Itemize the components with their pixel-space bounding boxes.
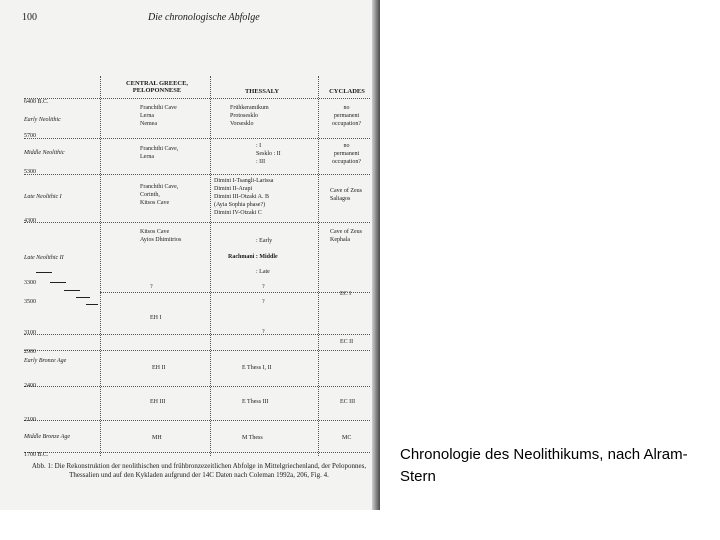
stepped-boundary-line (36, 272, 52, 273)
cyclades-ec3: EC III (340, 399, 356, 405)
timeline-rule (24, 452, 370, 453)
central-late-neolithic-2-sites: Kitsos Cave Ayios Dhimitrios (140, 229, 182, 243)
year-label: 2400 (24, 383, 36, 389)
timeline-rule (24, 350, 370, 351)
scanned-book-page (0, 0, 380, 510)
column-divider (318, 76, 319, 456)
period-label: Late Neolithic II (24, 255, 64, 261)
column-divider (100, 76, 101, 456)
year-label: 2100 (24, 417, 36, 423)
column-divider (210, 76, 211, 456)
timeline-rule (100, 292, 370, 293)
central-eh1: EH I (150, 315, 162, 321)
period-label: Middle Bronze Age (24, 434, 70, 440)
stepped-boundary-line (50, 282, 66, 283)
figure-caption: Abb. 1: Die Rekonstruktion der neolithischen und frühbronzezeitlichen Abfolge in Mittelgriechenland, der Peloponnes, Thessalien und auf den Kykladen aufgrund der 14C Daten nach Coleman 1992a, 206, Fig. 4. (31, 462, 367, 479)
year-label: 3300 (24, 280, 36, 286)
stepped-boundary-line (76, 297, 90, 298)
timeline-rule (24, 334, 370, 335)
timeline-rule (24, 98, 370, 99)
central-early-neolithic-sites: Franchthi Cave Lerna Nemea (140, 105, 177, 127)
year-label: 3500 (24, 299, 36, 305)
running-title: Die chronologische Abfolge (148, 12, 260, 23)
timeline-rule (24, 386, 370, 387)
thessaly-sesklo: : I Sesklo : II : III (256, 143, 281, 165)
timeline-rule (24, 420, 370, 421)
thessaly-rachmani-early: : Early (256, 238, 273, 244)
central-middle-neolithic-sites: Franchthi Cave, Lerna (140, 146, 179, 160)
thessaly-uncertain-marker: ? (262, 299, 265, 305)
period-label: Early Neolithic (24, 117, 61, 123)
thessaly-rachmani-late: : Late (256, 269, 270, 275)
stepped-boundary-line (64, 290, 80, 291)
cyclades-early-neolithic: no permanent occupation? (332, 105, 361, 127)
cyclades-ec2: EC II (340, 339, 354, 345)
cyclades-late-neolithic-2: Cave of Zeus Kephala (330, 229, 362, 243)
period-label: Late Neolithic I (24, 194, 62, 200)
year-label: 2900 (24, 349, 36, 355)
thessaly-mthess: M Thess (242, 435, 263, 441)
slide-caption-text: Chronologie des Neolithikums, nach Alram-Stern (400, 446, 688, 485)
thessaly-early-neolithic: Frühkeramikum Protosesklo Vorsesklo (230, 105, 269, 127)
cyclades-late-neolithic-1: Cave of Zeus Saliagos (330, 188, 362, 202)
thessaly-eth-3: E Thess III (242, 399, 269, 405)
central-mh: MH (152, 435, 162, 441)
timeline-rule (24, 138, 370, 139)
central-late-neolithic-1-sites: Franchthi Cave, Corinth, Kitsos Cave (140, 184, 179, 206)
cyclades-middle-neolithic: no permanent occupation? (332, 143, 361, 165)
thessaly-eth-1-2: E Thess I, II (242, 365, 272, 371)
central-uncertain-marker: ? (150, 284, 153, 290)
year-label: 6400 B.C. (24, 99, 49, 105)
period-label: Middle Neolithic (24, 150, 65, 156)
year-label: 4300 (24, 218, 36, 224)
year-label: 3100 (24, 330, 36, 336)
period-label: Early Bronze Age (24, 358, 67, 364)
stepped-boundary-line (86, 304, 98, 305)
column-header-thessaly: THESSALY (244, 88, 280, 95)
cyclades-ec1: EC I (340, 291, 352, 297)
column-header-central-greece: CENTRAL GREECE, PELOPONNESE (125, 80, 189, 94)
cyclades-mc: MC (342, 435, 352, 441)
year-label: 1700 B.C. (24, 452, 49, 458)
central-eh3: EH III (150, 399, 166, 405)
book-spine-shadow (372, 0, 380, 510)
thessaly-dimini-phases: Dimini I-Tsangli-Larissa Dimini II-Arapi Dimini III-Otzaki A. B (Ayia Sophia phase?) Dimini IV-Otzaki C (214, 178, 274, 216)
thessaly-uncertain-marker: ? (262, 284, 265, 290)
column-header-cyclades: CYCLADES (329, 88, 365, 95)
timeline-rule (24, 222, 370, 223)
year-label: 5300 (24, 169, 36, 175)
thessaly-rachmani-middle: Rachmani : Middle (228, 254, 278, 260)
thessaly-uncertain-marker: ? (262, 329, 265, 335)
year-label: 5700 (24, 133, 36, 139)
page-number: 100 (22, 12, 37, 23)
central-eh2: EH II (152, 365, 166, 371)
timeline-rule (24, 174, 370, 175)
